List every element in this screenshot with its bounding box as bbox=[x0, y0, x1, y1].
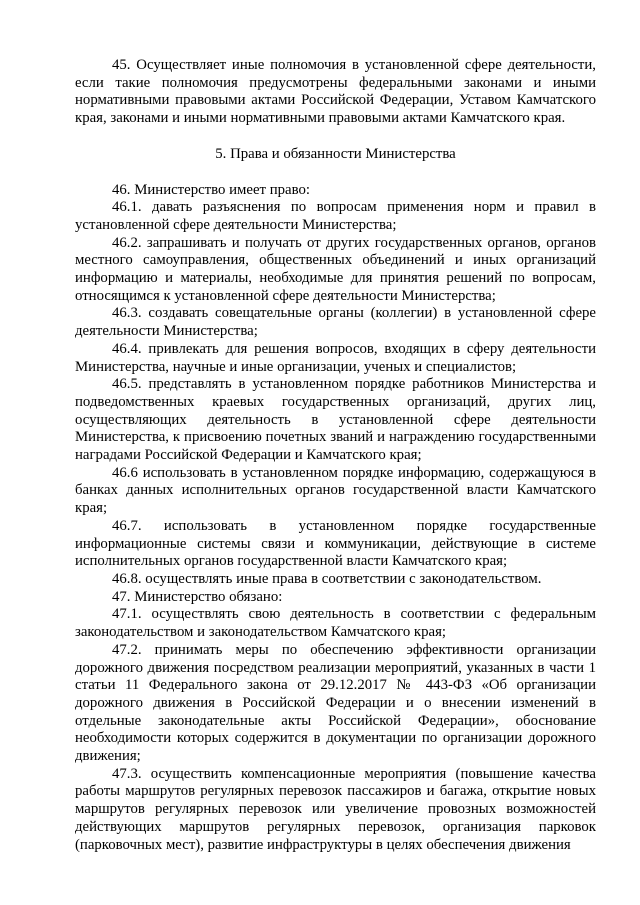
paragraph-47: 47. Министерство обязано: bbox=[112, 588, 283, 605]
paragraph-47-1: 47.1. осуществлять свою деятельность в соответствии с федеральным законодательством и законодательством Камчатского края; bbox=[75, 606, 596, 641]
paragraph-46-4: 46.4. привлекать для решения вопросов, входящих в сферу деятельности Министерства, научные и иные организации, ученых и специалистов; bbox=[75, 340, 596, 375]
paragraph-47-2: 47.2. принимать меры по обеспечению эффективности организации дорожного движения посредством реализации мероприятий, указанных в части 1 статьи 11 Федерального закона от 29.12.2017 № 443-ФЗ «Об организации дорожного движения в Российской Федерации и о внесении изменений в отдельные законодательные акты Российской Федерации», обоснование необходимости которых содержится в документации по организации дорожного движения; bbox=[75, 641, 596, 765]
section-heading: 5. Права и обязанности Министерства bbox=[215, 145, 456, 162]
paragraph-46: 46. Министерство имеет право: bbox=[112, 181, 310, 198]
paragraph-47-3: 47.3. осуществить компенсационные мероприятия (повышение качества работы маршрутов регулярных перевозок пассажиров и багажа, открытие новых маршрутов регулярных перевозок или увеличение провозных возможностей действующих маршрутов регулярных перевозок, организация парковок (парковочных мест), развитие инфраструктуры в целях обеспечения движения bbox=[75, 765, 596, 853]
paragraph-45: 45. Осуществляет иные полномочия в установленной сфере деятельности, если такие полномочия предусмотрены федеральными законами и иными нормативными правовыми актами Российской Федерации, Уставом Камчатского края, законами и иными нормативными правовыми актами Камчатского края. bbox=[75, 57, 596, 127]
paragraph-46-1: 46.1. давать разъяснения по вопросам применения норм и правил в установленной сфере деятельности Министерства; bbox=[75, 199, 596, 233]
paragraph-46-2: 46.2. запрашивать и получать от других государственных органов, органов местного самоуправления, общественных объединений и иных организаций информацию и материалы, необходимые для принятия решений по вопросам, относящимся к установленной сфере деятельности Министерства; bbox=[75, 234, 596, 304]
paragraph-46-7: 46.7. использовать в установленном порядке государственные информационные системы связи и коммуникации, действующие в системе исполнительных органов государственной власти Камчатского края; bbox=[75, 517, 596, 570]
paragraph-46-5: 46.5. представлять в установленном порядке работников Министерства и подведомственных краевых государственных организаций, других лиц, осуществляющих деятельность в установленной сфере деятельности Министерства, к присвоению почетных званий и награждению государственными наградами Российской Федерации и Камчатского края; bbox=[75, 376, 596, 464]
paragraph-46-6: 46.6 использовать в установленном порядке информацию, содержащуюся в банках данных исполнительных органов государственной власти Камчатского края; bbox=[75, 464, 596, 517]
paragraph-46-8: 46.8. осуществлять иные права в соответствии с законодательством. bbox=[112, 570, 542, 587]
paragraph-46-3: 46.3. создавать совещательные органы (коллегии) в установленной сфере деятельности Министерства; bbox=[75, 305, 596, 340]
